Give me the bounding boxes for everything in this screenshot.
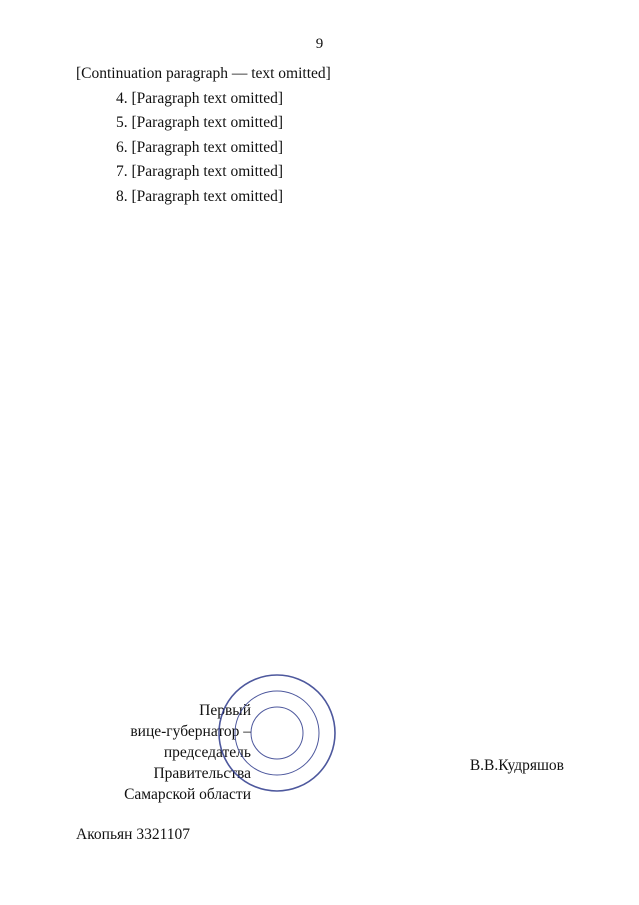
paragraph: 7. [Paragraph text omitted] [116,163,284,180]
page-number: 9 [315,36,324,52]
signature-block [76,700,564,810]
signatory-name: В.В.Кудряшов [469,757,564,774]
paragraph: 8. [Paragraph text omitted] [116,187,284,205]
document-body [76,62,564,209]
paragraph: 6. [Paragraph text omitted] [116,138,284,156]
paragraph: 4. [Paragraph text omitted] [116,89,284,107]
paragraph: [Continuation paragraph — text omitted] [76,65,331,82]
signatory-title: Первый вице-губернатор – председатель Правительства Самарской области [124,702,251,803]
paragraph: 5. [Paragraph text omitted] [116,114,284,131]
official-seal-icon [216,672,338,794]
executor-line: Акопьян 3321107 [76,826,191,843]
